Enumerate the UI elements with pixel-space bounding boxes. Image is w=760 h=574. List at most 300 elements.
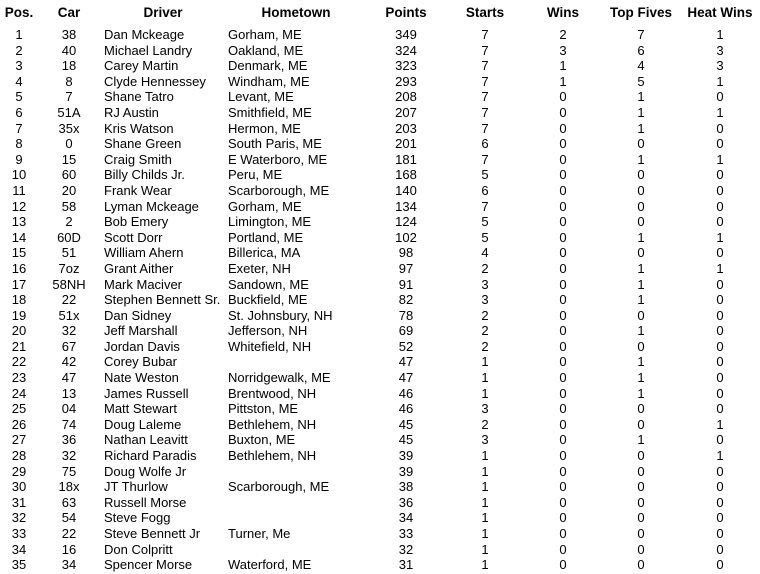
cell-car: 15: [61, 151, 77, 167]
cell-pos: 2: [15, 42, 23, 58]
cell-driver: Craig Smith: [104, 151, 172, 167]
cell-starts: 3: [481, 292, 489, 308]
cell-car: 13: [61, 385, 77, 401]
cell-pos: 30: [11, 479, 27, 495]
cell-wins: 0: [559, 479, 567, 495]
cell-top-fives: 0: [637, 136, 645, 152]
cell-driver: Michael Landry: [104, 42, 193, 58]
cell-top-fives: 1: [637, 151, 645, 167]
cell-heat-wins: 0: [716, 307, 724, 323]
cell-pos: 27: [11, 432, 27, 448]
cell-heat-wins: 0: [716, 494, 724, 510]
cell-pos: 24: [11, 385, 27, 401]
cell-points: 69: [398, 323, 414, 339]
cell-starts: 1: [481, 463, 489, 479]
cell-starts: 4: [481, 245, 489, 261]
table-row: [0, 183, 760, 199]
cell-car: 32: [61, 323, 77, 339]
cell-hometown: Smithfield, ME: [228, 104, 312, 120]
cell-driver: Frank Wear: [104, 182, 172, 198]
cell-starts: 1: [481, 385, 489, 401]
cell-pos: 6: [15, 104, 23, 120]
cell-driver: Steve Bennett Jr: [104, 526, 201, 541]
cell-pos: 11: [12, 182, 26, 198]
cell-driver: Matt Stewart: [104, 401, 177, 417]
cell-starts: 1: [481, 557, 489, 573]
cell-pos: 22: [11, 354, 27, 370]
cell-hometown: Brentwood, NH: [228, 385, 317, 401]
table-row: [0, 308, 760, 324]
cell-pos: 32: [11, 510, 27, 526]
cell-heat-wins: 0: [716, 463, 724, 479]
cell-wins: 0: [559, 463, 567, 479]
cell-hometown: Levant, ME: [228, 89, 294, 105]
cell-starts: 1: [481, 494, 489, 510]
cell-wins: 0: [559, 541, 567, 557]
cell-hometown: Whitefield, NH: [228, 338, 312, 354]
cell-wins: 0: [559, 494, 567, 510]
cell-car: 67: [61, 338, 77, 354]
table-row: [0, 495, 760, 511]
cell-car: 32: [61, 448, 77, 464]
cell-car: 60: [61, 167, 77, 183]
cell-points: 33: [398, 526, 414, 541]
cell-heat-wins: 1: [716, 229, 724, 245]
cell-driver: Shane Tatro: [104, 89, 174, 105]
cell-top-fives: 1: [637, 104, 645, 120]
cell-pos: 3: [15, 58, 23, 74]
cell-points: 168: [395, 167, 417, 183]
cell-top-fives: 1: [637, 229, 645, 245]
column-header-driver: Driver: [143, 5, 183, 20]
table-row: [0, 245, 760, 261]
cell-wins: 0: [559, 120, 567, 136]
cell-top-fives: 7: [637, 27, 645, 42]
cell-starts: 7: [481, 58, 489, 74]
cell-starts: 5: [481, 229, 489, 245]
cell-points: 36: [398, 494, 414, 510]
cell-pos: 13: [11, 214, 27, 230]
cell-heat-wins: 0: [716, 338, 724, 354]
cell-points: 181: [395, 151, 417, 167]
cell-pos: 18: [11, 292, 27, 308]
cell-starts: 5: [481, 167, 489, 183]
cell-top-fives: 0: [637, 401, 645, 417]
cell-wins: 0: [559, 385, 567, 401]
cell-pos: 12: [11, 198, 27, 214]
cell-heat-wins: 3: [716, 58, 724, 74]
cell-driver: Richard Paradis: [104, 448, 197, 464]
cell-driver: Grant Aither: [104, 260, 174, 276]
cell-points: 124: [395, 214, 417, 230]
cell-driver: Russell Morse: [104, 494, 187, 510]
column-header-top-fives: Top Fives: [609, 5, 672, 20]
cell-hometown: Oakland, ME: [228, 42, 304, 58]
cell-top-fives: 0: [637, 182, 645, 198]
cell-heat-wins: 0: [716, 526, 724, 541]
cell-wins: 0: [559, 323, 567, 339]
cell-car: 18x: [58, 479, 80, 495]
cell-heat-wins: 0: [716, 136, 724, 152]
cell-car: 34: [61, 557, 77, 573]
cell-top-fives: 0: [637, 167, 645, 183]
table-row: [0, 354, 760, 370]
cell-top-fives: 0: [637, 463, 645, 479]
table-row: [0, 526, 760, 542]
cell-hometown: Norridgewalk, ME: [228, 370, 331, 386]
cell-hometown: Portland, ME: [228, 229, 304, 245]
cell-pos: 8: [15, 136, 23, 152]
cell-pos: 28: [11, 448, 27, 464]
cell-starts: 7: [481, 120, 489, 136]
cell-top-fives: 0: [637, 448, 645, 464]
cell-heat-wins: 0: [716, 167, 724, 183]
cell-wins: 0: [559, 260, 567, 276]
cell-heat-wins: 3: [716, 42, 724, 58]
table-row: [0, 323, 760, 339]
cell-starts: 7: [481, 42, 489, 58]
cell-pos: 26: [11, 416, 27, 432]
cell-driver: Kris Watson: [104, 120, 174, 136]
cell-starts: 1: [481, 354, 489, 370]
table-row: [0, 557, 760, 573]
cell-pos: 15: [11, 245, 27, 261]
cell-wins: 0: [559, 276, 567, 292]
cell-wins: 0: [559, 370, 567, 386]
table-row: [0, 167, 760, 183]
table-row: [0, 401, 760, 417]
cell-car: 36: [61, 432, 77, 448]
cell-hometown: Scarborough, ME: [228, 479, 330, 495]
cell-heat-wins: 1: [716, 448, 724, 464]
cell-car: 40: [61, 42, 77, 58]
cell-top-fives: 4: [637, 58, 645, 74]
cell-hometown: Turner, Me: [228, 526, 291, 541]
cell-top-fives: 0: [637, 510, 645, 526]
cell-starts: 2: [481, 307, 489, 323]
cell-top-fives: 0: [637, 526, 645, 541]
cell-points: 52: [398, 338, 414, 354]
cell-starts: 5: [481, 214, 489, 230]
cell-heat-wins: 0: [716, 245, 724, 261]
cell-points: 38: [398, 479, 414, 495]
cell-top-fives: 6: [637, 42, 645, 58]
cell-hometown: Jefferson, NH: [228, 323, 308, 339]
cell-driver: Stephen Bennett Sr.: [104, 292, 221, 308]
cell-starts: 1: [481, 541, 489, 557]
cell-heat-wins: 0: [716, 385, 724, 401]
cell-wins: 0: [559, 104, 567, 120]
table-row: [0, 386, 760, 402]
cell-car: 0: [65, 136, 73, 152]
cell-points: 102: [395, 229, 417, 245]
column-header-points: Points: [385, 5, 427, 20]
cell-driver: Doug Wolfe Jr: [104, 463, 187, 479]
cell-heat-wins: 0: [716, 401, 724, 417]
cell-car: 75: [61, 463, 77, 479]
column-header-wins: Wins: [546, 5, 580, 20]
header-row: [0, 0, 760, 27]
cell-driver: Dan Sidney: [104, 307, 172, 323]
cell-wins: 0: [559, 307, 567, 323]
cell-hometown: [226, 542, 366, 558]
cell-driver: Billy Childs Jr.: [104, 167, 185, 183]
table-row: [0, 542, 760, 558]
cell-pos: 9: [15, 151, 23, 167]
cell-pos: 5: [15, 89, 23, 105]
cell-starts: 7: [481, 198, 489, 214]
cell-top-fives: 1: [637, 323, 645, 339]
cell-car: 51x: [58, 307, 80, 323]
cell-pos: 29: [11, 463, 27, 479]
cell-wins: 0: [559, 136, 567, 152]
cell-heat-wins: 0: [716, 479, 724, 495]
cell-pos: 10: [11, 167, 27, 183]
cell-pos: 33: [11, 526, 27, 541]
cell-points: 98: [398, 245, 414, 261]
cell-top-fives: 0: [637, 245, 645, 261]
cell-starts: 7: [481, 151, 489, 167]
cell-points: 39: [398, 448, 414, 464]
cell-hometown: [226, 464, 366, 480]
cell-starts: 6: [481, 136, 489, 152]
cell-starts: 7: [481, 73, 489, 89]
cell-driver: Jordan Davis: [104, 338, 180, 354]
cell-heat-wins: 0: [716, 292, 724, 308]
cell-top-fives: 0: [637, 198, 645, 214]
cell-car: 58NH: [52, 276, 86, 292]
cell-points: 91: [398, 276, 414, 292]
cell-car: 7oz: [58, 260, 80, 276]
cell-heat-wins: 1: [716, 151, 724, 167]
cell-points: 46: [398, 385, 414, 401]
cell-points: 323: [395, 58, 417, 74]
cell-car: 04: [61, 401, 77, 417]
table-row: [0, 105, 760, 121]
cell-driver: Steve Fogg: [104, 510, 171, 526]
cell-top-fives: 1: [637, 354, 645, 370]
cell-car: 18: [61, 58, 77, 74]
cell-wins: 0: [559, 338, 567, 354]
cell-wins: 0: [559, 416, 567, 432]
cell-hometown: Windham, ME: [228, 73, 310, 89]
cell-wins: 3: [559, 42, 567, 58]
table-row: [0, 89, 760, 105]
table-header: [0, 0, 760, 27]
cell-points: 97: [398, 260, 414, 276]
table-row: [0, 74, 760, 90]
cell-points: 134: [395, 198, 417, 214]
cell-points: 293: [395, 73, 417, 89]
cell-car: 35x: [58, 120, 80, 136]
cell-pos: 35: [11, 557, 27, 573]
cell-hometown: Denmark, ME: [228, 58, 308, 74]
table-row: [0, 432, 760, 448]
table-row: [0, 214, 760, 230]
cell-pos: 1: [15, 27, 23, 42]
cell-driver: Doug Laleme: [104, 416, 182, 432]
cell-starts: 6: [481, 182, 489, 198]
cell-starts: 7: [481, 104, 489, 120]
cell-hometown: Gorham, ME: [228, 198, 302, 214]
cell-wins: 0: [559, 448, 567, 464]
cell-top-fives: 0: [637, 541, 645, 557]
cell-starts: 3: [481, 401, 489, 417]
cell-wins: 0: [559, 510, 567, 526]
cell-wins: 0: [559, 245, 567, 261]
table-row: [0, 448, 760, 464]
cell-top-fives: 0: [637, 307, 645, 323]
table-row: [0, 199, 760, 215]
cell-points: 47: [398, 370, 414, 386]
table-row: [0, 370, 760, 386]
table-row: [0, 479, 760, 495]
cell-heat-wins: 0: [716, 354, 724, 370]
cell-hometown: Billerica, MA: [228, 245, 301, 261]
cell-hometown: Pittston, ME: [228, 401, 299, 417]
cell-top-fives: 1: [637, 260, 645, 276]
cell-hometown: South Paris, ME: [228, 136, 322, 152]
cell-starts: 1: [481, 526, 489, 541]
cell-top-fives: 1: [637, 370, 645, 386]
table-row: [0, 230, 760, 246]
cell-car: 38: [61, 27, 77, 42]
cell-hometown: Exeter, NH: [228, 260, 291, 276]
cell-driver: Corey Bubar: [104, 354, 177, 370]
cell-heat-wins: 1: [716, 260, 724, 276]
cell-starts: 1: [481, 370, 489, 386]
cell-hometown: Bethlehem, NH: [228, 416, 317, 432]
cell-driver: Dan Mckeage: [104, 27, 185, 42]
cell-top-fives: 1: [637, 385, 645, 401]
cell-pos: 20: [11, 323, 27, 339]
cell-heat-wins: 0: [716, 370, 724, 386]
cell-points: 39: [398, 463, 414, 479]
cell-wins: 0: [559, 292, 567, 308]
cell-top-fives: 5: [637, 73, 645, 89]
cell-hometown: [226, 495, 366, 511]
cell-car: 7: [65, 89, 73, 105]
cell-pos: 17: [11, 276, 27, 292]
cell-driver: Scott Dorr: [104, 229, 163, 245]
cell-car: 58: [61, 198, 77, 214]
cell-wins: 0: [559, 89, 567, 105]
cell-driver: Nate Weston: [104, 370, 179, 386]
cell-starts: 2: [481, 416, 489, 432]
table-row: [0, 417, 760, 433]
cell-car: 22: [61, 526, 77, 541]
cell-driver: Don Colpritt: [104, 541, 173, 557]
cell-heat-wins: 0: [716, 182, 724, 198]
table-row: [0, 339, 760, 355]
cell-car: 2: [65, 214, 73, 230]
cell-heat-wins: 0: [716, 276, 724, 292]
cell-hometown: Buxton, ME: [228, 432, 296, 448]
cell-wins: 0: [559, 557, 567, 573]
standings-table-body: [0, 27, 760, 573]
cell-driver: Jeff Marshall: [104, 323, 178, 339]
cell-points: 207: [395, 104, 417, 120]
cell-driver: Spencer Morse: [104, 557, 193, 573]
cell-starts: 1: [481, 448, 489, 464]
cell-points: 201: [395, 136, 417, 152]
cell-pos: 23: [11, 370, 27, 386]
cell-wins: 0: [559, 151, 567, 167]
cell-wins: 0: [559, 182, 567, 198]
cell-hometown: [226, 510, 366, 526]
cell-driver: James Russell: [104, 385, 189, 401]
cell-wins: 0: [559, 198, 567, 214]
cell-pos: 4: [15, 73, 23, 89]
cell-points: 78: [398, 307, 414, 323]
cell-heat-wins: 0: [716, 432, 724, 448]
cell-top-fives: 0: [637, 494, 645, 510]
cell-starts: 2: [481, 338, 489, 354]
cell-driver: Nathan Leavitt: [104, 432, 188, 448]
cell-wins: 0: [559, 401, 567, 417]
cell-car: 8: [65, 73, 73, 89]
cell-heat-wins: 0: [716, 510, 724, 526]
column-header-pos: Pos.: [4, 5, 34, 20]
cell-wins: 0: [559, 526, 567, 541]
cell-hometown: Sandown, ME: [228, 276, 309, 292]
cell-wins: 0: [559, 432, 567, 448]
cell-starts: 3: [481, 276, 489, 292]
column-header-starts: Starts: [465, 5, 505, 20]
table-row: [0, 292, 760, 308]
cell-top-fives: 0: [637, 416, 645, 432]
cell-wins: 0: [559, 354, 567, 370]
cell-hometown: Gorham, ME: [228, 27, 302, 42]
table-row: [0, 277, 760, 293]
cell-top-fives: 0: [637, 214, 645, 230]
cell-top-fives: 0: [637, 479, 645, 495]
table-row: [0, 152, 760, 168]
cell-car: 51A: [57, 104, 81, 120]
cell-heat-wins: 1: [716, 416, 724, 432]
cell-heat-wins: 0: [716, 89, 724, 105]
cell-starts: 7: [481, 27, 489, 42]
cell-points: 324: [395, 42, 417, 58]
cell-car: 60D: [57, 229, 81, 245]
cell-points: 140: [395, 182, 417, 198]
cell-wins: 0: [559, 229, 567, 245]
cell-points: 82: [398, 292, 414, 308]
table-row: [0, 121, 760, 137]
cell-top-fives: 1: [637, 292, 645, 308]
cell-car: 16: [61, 541, 77, 557]
cell-wins: 1: [559, 73, 567, 89]
cell-pos: 21: [11, 338, 27, 354]
cell-pos: 34: [11, 541, 27, 557]
cell-wins: 0: [559, 167, 567, 183]
cell-points: 45: [398, 416, 414, 432]
cell-hometown: Waterford, ME: [228, 557, 312, 573]
cell-wins: 0: [559, 214, 567, 230]
cell-car: 42: [61, 354, 77, 370]
cell-points: 31: [398, 557, 414, 573]
cell-hometown: Peru, ME: [228, 167, 283, 183]
cell-hometown: Buckfield, ME: [228, 292, 308, 308]
cell-pos: 31: [11, 494, 27, 510]
cell-hometown: Scarborough, ME: [228, 182, 330, 198]
cell-top-fives: 0: [637, 338, 645, 354]
cell-hometown: E Waterboro, ME: [228, 151, 328, 167]
cell-starts: 2: [481, 323, 489, 339]
cell-heat-wins: 0: [716, 120, 724, 136]
table-row: [0, 464, 760, 480]
cell-car: 74: [61, 416, 77, 432]
